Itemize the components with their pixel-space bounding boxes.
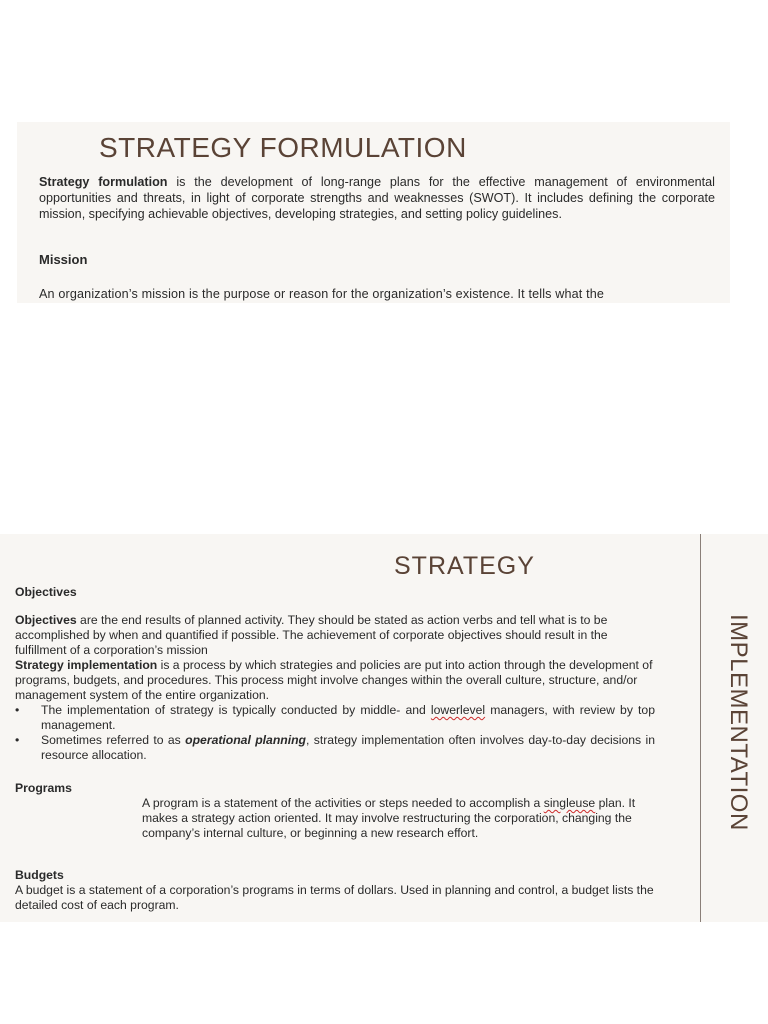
formulation-paragraph: [39, 174, 715, 223]
objectives-definition: are the end results of planned activity. They should be stated as action verbs and tell what is to be accomplished by when and quantified if possible. The achievement of corporate objectives should result in the fulfillment of a corporation’s mission: [15, 613, 608, 657]
mission-paragraph: An organization’s mission is the purpose or reason for the organization’s existence. It tells what the: [39, 287, 605, 301]
spellcheck-word: singleuse: [543, 796, 596, 810]
implementation-definition: is a process by which strategies and policies are put into action through the development of programs, budgets, and procedures. This process might involve changes within the overall culture, structure, and/or management system of the entire organization.: [15, 658, 653, 702]
formulation-definition: is the development of long-range plans for the effective management of environmental opportunities and threats, in light of corporate strengths and weaknesses (SWOT). It includes defining the corporate mission, specifying achievable objectives, developing strategies, and setting policy guidelines.: [39, 175, 715, 222]
budgets-heading: Budgets: [15, 868, 64, 882]
budgets-paragraph: A budget is a statement of a corporation’s programs in terms of dollars. Used in planning and control, a budget lists the detailed cost of each program.: [15, 883, 654, 912]
bullet-text: The implementation of strategy is typically conducted by middle- and: [41, 703, 431, 717]
divider-line: [700, 534, 701, 922]
list-item: [15, 703, 655, 733]
slide-title: STRATEGY FORMULATION: [99, 132, 467, 163]
mission-heading: Mission: [39, 252, 88, 267]
programs-paragraph: [142, 796, 662, 841]
bullet-text: , strategy implementation often involves day-to-day decisions in resource allocation.: [41, 733, 655, 762]
formulation-term: Strategy formulation: [39, 175, 168, 189]
strategy-implementation-slide: [0, 534, 768, 922]
objectives-paragraph: [15, 613, 655, 658]
programs-text: A program is a statement of the activities or steps needed to accomplish a: [142, 796, 544, 810]
implementation-paragraph: [15, 658, 655, 703]
bullet-text: managers, with review by top management.: [41, 703, 655, 732]
programs-heading: Programs: [15, 781, 72, 795]
implementation-bullets: [15, 703, 655, 763]
slide-title: STRATEGY: [394, 552, 535, 580]
objectives-heading: Objectives: [15, 585, 77, 599]
strategy-formulation-slide: [17, 122, 730, 303]
bullet-text: Sometimes referred to as: [41, 733, 186, 747]
list-item: [15, 733, 655, 763]
objectives-block: [15, 613, 655, 763]
objectives-term: Objectives: [15, 613, 77, 627]
spellcheck-word: lowerlevel: [430, 703, 486, 717]
programs-text: plan. It makes a strategy action oriented. It may involve restructuring the corporation, changing the company’s internal culture, or beginning a new research effort.: [142, 796, 636, 840]
implementation-term: Strategy implementation: [15, 658, 158, 672]
side-title: IMPLEMENTATION: [725, 614, 752, 831]
emphasis-term: operational planning: [185, 733, 306, 747]
